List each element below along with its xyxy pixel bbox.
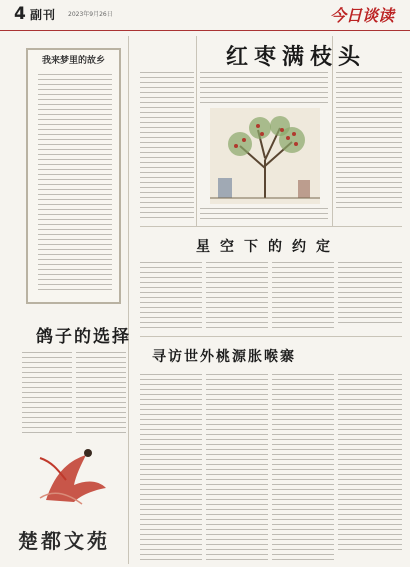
article-body bbox=[206, 374, 268, 560]
article-body bbox=[338, 374, 402, 552]
article-body bbox=[140, 374, 202, 560]
article-title: 星空下的约定 bbox=[196, 239, 340, 255]
article-body bbox=[22, 352, 72, 436]
dancer-illustration bbox=[26, 440, 121, 510]
article-title: 寻访世外桃源胀喉寨 bbox=[152, 349, 296, 365]
issue-date: 2023年9月26日 bbox=[68, 11, 113, 18]
column-divider bbox=[196, 36, 197, 226]
article-body bbox=[336, 72, 402, 212]
row-divider bbox=[140, 336, 402, 337]
section-name: 副刊 bbox=[30, 8, 57, 22]
article-body bbox=[338, 262, 402, 324]
page-number: 4 bbox=[14, 4, 26, 24]
row-divider bbox=[140, 226, 402, 227]
article-title: 鸽子的选择 bbox=[36, 327, 131, 347]
article-body bbox=[76, 352, 126, 436]
article-body bbox=[206, 262, 268, 332]
jujube-tree-illustration bbox=[210, 108, 320, 204]
column-divider bbox=[128, 36, 129, 564]
poem-body bbox=[38, 74, 112, 292]
article-body bbox=[272, 262, 334, 332]
article-body bbox=[272, 374, 334, 560]
masthead-logo: 今日谈读 bbox=[330, 6, 395, 25]
article-title: 红枣满枝头 bbox=[226, 44, 367, 70]
poem-title: 我来梦里的故乡 bbox=[41, 56, 105, 66]
article-body bbox=[200, 208, 328, 222]
column-brand: 楚都文苑 bbox=[18, 529, 110, 553]
article-body bbox=[140, 72, 194, 222]
article-body bbox=[140, 262, 202, 332]
article-body bbox=[200, 72, 328, 106]
